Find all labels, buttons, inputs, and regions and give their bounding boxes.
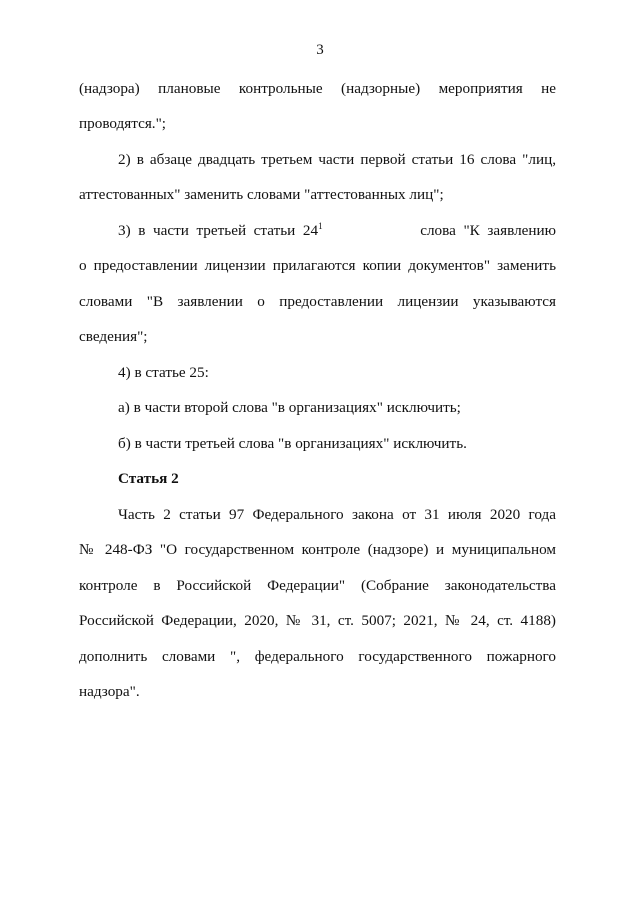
- text-line: о предоставлении лицензии прилагаются копии документов" заменить: [79, 257, 556, 274]
- page-number: 3: [316, 42, 324, 58]
- text-fragment: [118, 222, 323, 240]
- text-line: контроле в Российской Федерации" (Собрание законодательства: [79, 577, 556, 594]
- text-line: Часть 2 статьи 97 Федерального закона от 31 июля 2020 года: [118, 506, 556, 523]
- text-fragment: 3) в части третьей статьи 24: [118, 222, 319, 239]
- text-line: б) в части третьей слова "в организациях" исключить.: [118, 435, 467, 452]
- text-line: сведения";: [79, 328, 148, 345]
- text-line: дополнить словами ", федерального государственного пожарного: [79, 648, 556, 665]
- text-line: надзора".: [79, 683, 140, 700]
- text-line: словами "В заявлении о предоставлении лицензии указываются: [79, 293, 556, 310]
- text-line: № 248-ФЗ "О государственном контроле (надзоре) и муниципальном: [79, 541, 556, 558]
- text-line: 2) в абзаце двадцать третьем части первой статьи 16 слова "лиц,: [118, 151, 556, 168]
- superscript: 1: [318, 220, 323, 231]
- text-fragment: слова "К заявлению: [412, 222, 556, 239]
- text-line: а) в части второй слова "в организациях" исключить;: [118, 399, 461, 416]
- article-heading: Статья 2: [118, 470, 179, 487]
- text-line: [118, 222, 556, 240]
- text-line: (надзора) плановые контрольные (надзорные) мероприятия не: [79, 80, 556, 97]
- text-line: Российской Федерации, 2020, № 31, ст. 5007; 2021, № 24, ст. 4188): [79, 612, 556, 629]
- text-line: аттестованных" заменить словами "аттестованных лиц";: [79, 186, 444, 203]
- text-line: проводятся.";: [79, 115, 167, 132]
- text-line: 4) в статье 25:: [118, 364, 209, 381]
